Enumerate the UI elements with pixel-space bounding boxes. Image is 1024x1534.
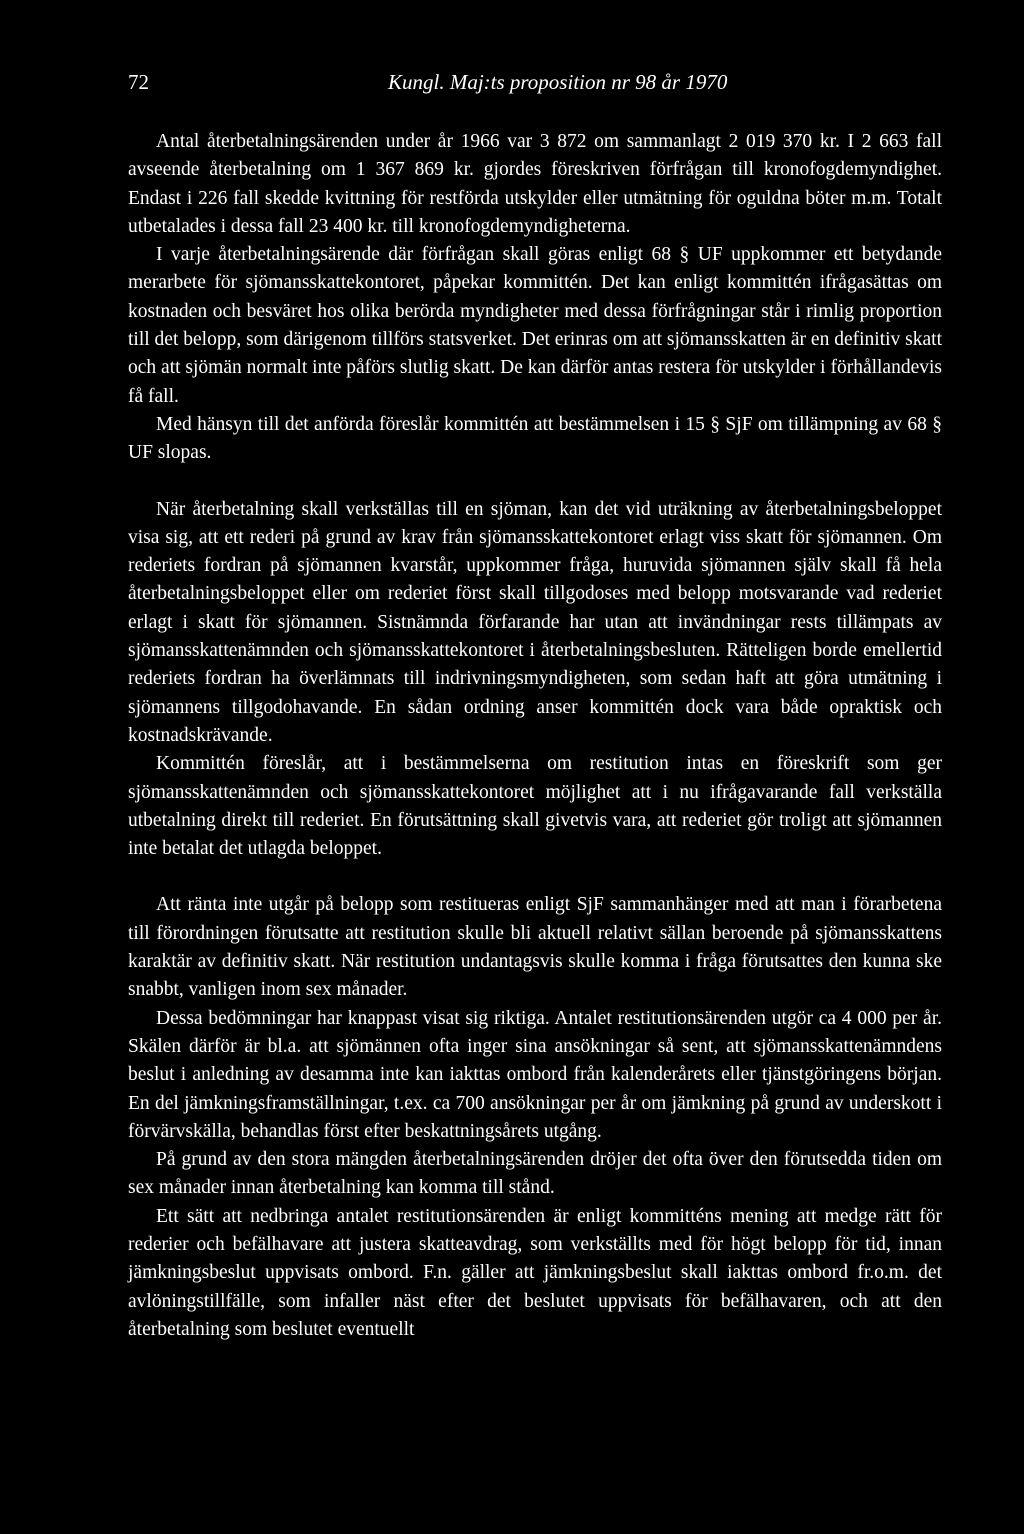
page-number: 72 xyxy=(128,70,149,94)
paragraph-9: Ett sätt att nedbringa antalet restitutionsärenden är enligt kommitténs mening att medge rätt för rederier och befälhavare att justera skatteavdrag, som verkställts med för högt belopp för tid, innan jämkningsbeslut uppvisats ombord. F.n. gäller att jämkningsbeslut skall iakttas ombord fr.o.m. det avlöningstillfälle, som infaller näst efter det beslutet uppvisats för befälhavaren, och att den återbetalning som beslutet eventuellt xyxy=(128,1205,942,1340)
paragraph-8: På grund av den stora mängden återbetalningsärenden dröjer det ofta över den förutsedda tiden om sex månader innan återbetalning kan komma till stånd. xyxy=(128,1149,942,1199)
body-text xyxy=(128,128,942,1344)
paragraph-3: Med hänsyn till det anförda föreslår kommittén att bestämmelsen i 15 § SjF om tillämpning av 68 § UF slopas. xyxy=(128,413,942,464)
paragraph-5: Kommittén föreslår, att i bestämmelserna om restitution intas en föreskrift som ger sjömansskattenämnden och sjömansskattekontoret möjlighet att i nu ifrågavarande fall verkställa utbetalning direkt till rederiet. En förutsättning skall givetvis vara, att rederiet gör troligt att sjömannen inte betalat det utlagda beloppet. xyxy=(128,753,942,860)
paragraph-7: Dessa bedömningar har knappast visat sig riktiga. Antalet restitutionsärenden utgör ca 4 000 per år. Skälen därför är bl.a. att sjömännen ofta inger sina ansökningar så sent, att sjömansskattenämndens beslut i anledning av desamma inte kan iakttas ombord från kalenderårets eller tjänstgöringens början. En del jämkningsframställningar, t.ex. ca 700 ansökningar per år om jämkning på grund av underskott i förvärvskälla, behandlas först efter beskattningsårets utgång. xyxy=(128,1007,942,1142)
paragraph-1: Antal återbetalningsärenden under år 1966 var 3 872 om sammanlagt 2 019 370 kr. I 2 663 fall avseende återbetalning om 1 367 869 kr. gjordes föreskriven förfrågan till kronofogdemyndighet. Endast i 226 fall skedde kvittning för restförda utskylder eller utmätning för oguldna böter m.m. Totalt utbetalades i dessa fall 23 400 kr. till kronofogdemyndigheterna. xyxy=(128,131,942,237)
running-title: Kungl. Maj:ts proposition nr 98 år 1970 xyxy=(388,70,728,94)
paragraph-4: När återbetalning skall verkställas till en sjöman, kan det vid uträkning av återbetalningsbeloppet visa sig, att ett rederi på grund av krav från sjömansskattekontoret erlagt viss skatt för sjömannen. Om rederiets fordran på sjömannen kvarstår, uppkommer fråga, huruvida sjömannen själv skall få hela återbetalningsbeloppet eller om rederiet först skall tillgodoses med belopp motsvarande vad rederiet erlagt i skatt för sjömannen. Sistnämnda förfarande har utan att invändningar rests tillämpats av sjömansskattenämnden och sjömansskattekontoret i återbetalningsbesluten. Rätteligen borde emellertid rederiets fordran ha överlämnats till indrivningsmyndigheten, som sedan haft att göra utmätning i sjömannens tillgodohavande. En sådan ordning anser kommittén dock vara både opraktisk och kostnadskrävande. xyxy=(128,498,942,746)
page-header xyxy=(128,70,948,102)
paragraph-6: Att ränta inte utgår på belopp som restitueras enligt SjF sammanhänger med att man i förarbetena till förordningen förutsatte att restitution skulle bli aktuell relativt sällan beroende på sjömansskattens karaktär av definitiv skatt. När restitution undantagsvis skulle komma i fråga förutsattes den kunna ske snabbt, vanligen inom sex månader. xyxy=(128,894,942,1001)
paragraph-2: I varje återbetalningsärende där förfrågan skall göras enligt 68 § UF uppkommer ett betydande merarbete för sjömansskattekontoret, påpekar kommittén. Det kan enligt kommittén ifrågasättas om kostnaden och besväret hos olika berörda myndigheter med dessa förfrågningar står i rimlig proportion till det belopp, som därigenom tillförs statsverket. Det erinras om att sjömansskatten är en definitiv skatt och att sjömän normalt inte påförs slutlig skatt. De kan därför antas restera för utskylder i förhållandevis få fall. xyxy=(128,244,942,407)
